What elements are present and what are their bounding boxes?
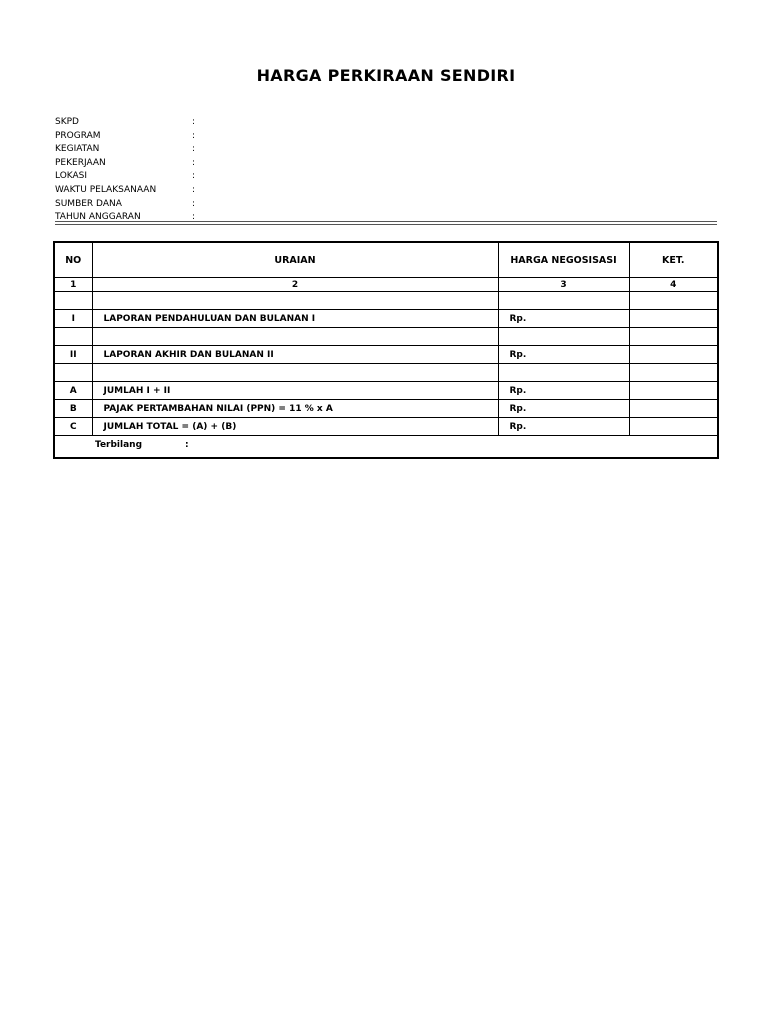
info-row-kegiatan [55, 143, 717, 157]
header-divider [55, 221, 717, 225]
cell-ket [629, 346, 718, 364]
column-number: 4 [629, 278, 718, 292]
table-row [54, 292, 718, 310]
info-colon: : [192, 184, 196, 195]
terbilang-cell [54, 436, 718, 459]
info-label: TAHUN ANGGARAN [55, 212, 141, 223]
cell-harga: Rp. [498, 382, 629, 400]
info-colon: : [192, 117, 196, 127]
cell-uraian [92, 364, 498, 382]
table-row [54, 310, 718, 328]
info-row-pekerjaan [55, 157, 717, 171]
table-row [54, 382, 718, 400]
cell-harga [498, 292, 629, 310]
cell-uraian: JUMLAH TOTAL = (A) + (B) [92, 418, 498, 436]
cell-harga [498, 328, 629, 346]
info-label: PEKERJAAN [55, 157, 106, 168]
info-row-program [55, 130, 717, 144]
info-label: SKPD [55, 117, 79, 127]
info-label: KEGIATAN [55, 144, 100, 155]
table-header-row [54, 242, 718, 278]
info-block [55, 116, 717, 225]
cell-harga: Rp. [498, 310, 629, 328]
cell-no: A [54, 382, 92, 400]
info-colon: : [192, 212, 196, 223]
cell-uraian: LAPORAN AKHIR DAN BULANAN II [92, 346, 498, 364]
column-number-row [54, 278, 718, 292]
header-ket: KET. [629, 242, 718, 278]
terbilang-colon: : [185, 440, 189, 450]
header-no: NO [54, 242, 92, 278]
info-label: WAKTU PELAKSANAAN [55, 184, 157, 195]
terbilang-row [54, 436, 718, 459]
cell-ket [629, 400, 718, 418]
table-row [54, 364, 718, 382]
info-colon: : [192, 171, 196, 182]
cell-uraian [92, 292, 498, 310]
table-row [54, 418, 718, 436]
cell-no [54, 292, 92, 310]
table-row [54, 328, 718, 346]
info-label: LOKASI [55, 171, 88, 182]
info-row-waktu-pelaksanaan [55, 184, 717, 198]
page-title: HARGA PERKIRAAN SENDIRI [256, 66, 516, 85]
table-row [54, 400, 718, 418]
column-number: 3 [498, 278, 629, 292]
info-colon: : [192, 157, 196, 168]
info-label: SUMBER DANA [55, 198, 122, 209]
info-colon: : [192, 144, 196, 155]
cell-ket [629, 364, 718, 382]
cell-no: C [54, 418, 92, 436]
info-row-sumber-dana [55, 198, 717, 212]
cell-uraian: PAJAK PERTAMBAHAN NILAI (PPN) = 11 % x A [92, 400, 498, 418]
cell-ket [629, 382, 718, 400]
cell-uraian: LAPORAN PENDAHULUAN DAN BULANAN I [92, 310, 498, 328]
info-colon: : [192, 198, 196, 209]
terbilang-label: Terbilang [95, 440, 143, 450]
cell-uraian: JUMLAH I + II [92, 382, 498, 400]
cell-ket [629, 292, 718, 310]
cell-harga [498, 364, 629, 382]
info-row-skpd [55, 116, 717, 130]
column-number: 1 [54, 278, 92, 292]
cell-harga: Rp. [498, 400, 629, 418]
info-colon: : [192, 130, 196, 141]
cell-ket [629, 310, 718, 328]
column-number: 2 [92, 278, 498, 292]
cell-uraian [92, 328, 498, 346]
cell-no: II [54, 346, 92, 364]
cell-no: B [54, 400, 92, 418]
cell-ket [629, 328, 718, 346]
hps-table [53, 241, 719, 459]
header-harga-negosisasi: HARGA NEGOSISASI [498, 242, 629, 278]
header-uraian: URAIAN [92, 242, 498, 278]
info-label: PROGRAM [55, 130, 101, 141]
terbilang-content [55, 436, 717, 457]
cell-no [54, 364, 92, 382]
cell-ket [629, 418, 718, 436]
cell-harga: Rp. [498, 346, 629, 364]
info-row-lokasi [55, 170, 717, 184]
cell-no [54, 328, 92, 346]
cell-harga: Rp. [498, 418, 629, 436]
cell-no: I [54, 310, 92, 328]
table-row [54, 346, 718, 364]
